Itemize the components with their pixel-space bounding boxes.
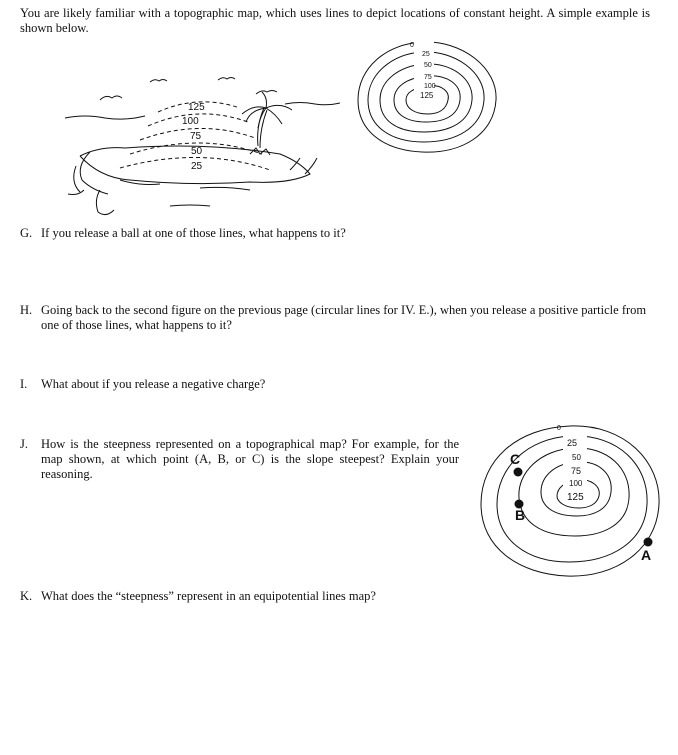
question-label: J.	[20, 437, 28, 451]
map-label: 125	[420, 91, 434, 100]
map-label: 100	[424, 83, 436, 90]
map-label: 0	[557, 425, 561, 432]
question-j	[20, 437, 460, 485]
steepness-map	[475, 422, 665, 582]
question-label: K.	[20, 589, 33, 603]
island-label: 75	[190, 131, 202, 142]
map-label: 100	[569, 479, 583, 488]
point-a-marker	[644, 538, 653, 547]
bird-icon	[256, 91, 277, 95]
map-label: 125	[567, 492, 584, 503]
point-b-label: B	[515, 507, 526, 523]
question-g	[20, 226, 650, 242]
bird-icon	[150, 80, 167, 83]
question-label: G.	[20, 226, 33, 240]
point-c-marker	[514, 468, 523, 477]
question-text: How is the steepness represented on a topographical map? For example, for the map shown, at which point (A, B, or C) is the slope steepest? Explain your reasoning.	[41, 437, 459, 481]
point-a-label: A	[641, 547, 652, 563]
map-label: 25	[422, 51, 430, 58]
island-label: 25	[191, 161, 203, 172]
question-text: What does the “steepness” represent in an equipotential lines map?	[41, 589, 376, 603]
map-label: 75	[424, 74, 432, 81]
map-label: 0	[410, 42, 414, 49]
island-sketch	[60, 66, 340, 226]
map-label: 75	[571, 466, 582, 476]
topographic-map	[352, 38, 502, 158]
question-text: What about if you release a negative charge?	[41, 377, 266, 391]
map-label: 50	[572, 453, 581, 462]
question-label: I.	[20, 377, 28, 391]
map-label: 25	[567, 438, 578, 448]
map-label: 50	[424, 62, 432, 69]
question-k	[20, 589, 650, 605]
question-text: Going back to the second figure on the previous page (circular lines for IV. E.), when you release a positive particle from one of those lines, what happens to it?	[41, 303, 647, 332]
bird-icon	[218, 78, 235, 81]
question-i	[20, 377, 650, 393]
bird-icon	[100, 96, 122, 100]
intro-paragraph: You are likely familiar with a topographic map, which uses lines to depict locations of constant height. A simple example is shown below.	[20, 6, 650, 35]
question-h	[20, 303, 650, 335]
question-label: H.	[20, 303, 33, 317]
island-label: 100	[182, 116, 199, 127]
island-label: 125	[188, 102, 205, 113]
question-text: If you release a ball at one of those lines, what happens to it?	[41, 226, 346, 240]
island-label: 50	[191, 146, 203, 157]
point-c-label: C	[510, 451, 521, 467]
